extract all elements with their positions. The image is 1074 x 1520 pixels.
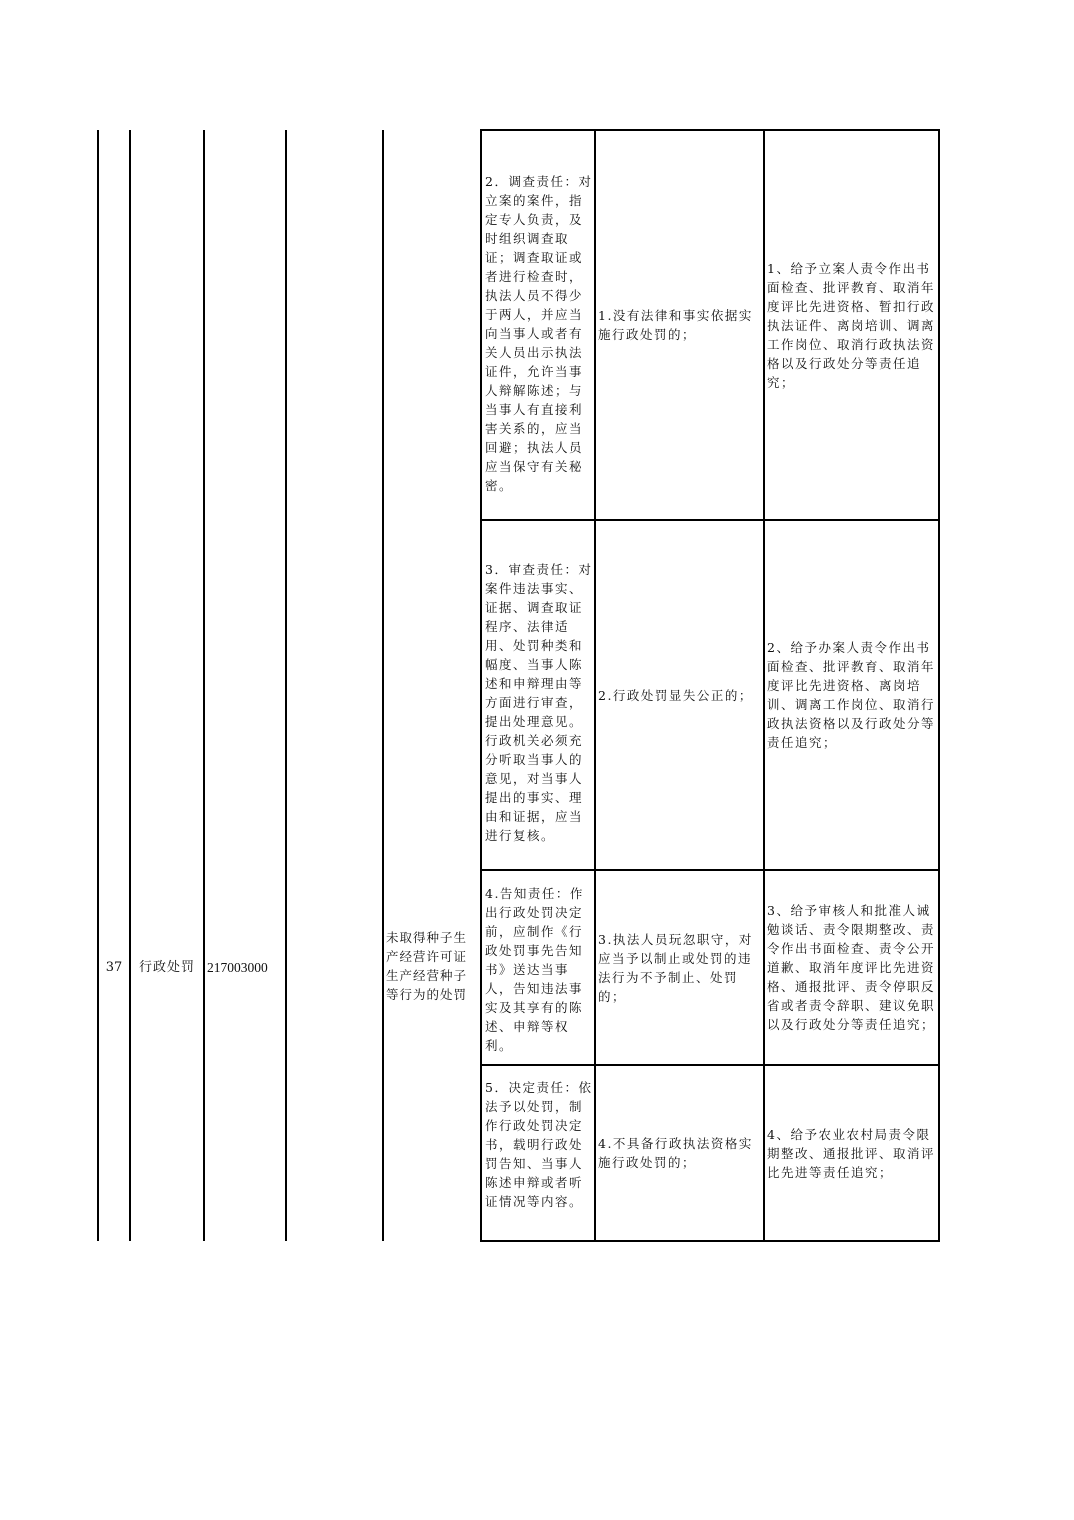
row-category: 行政处罚 (138, 960, 195, 975)
col-rule-7 (763, 130, 765, 1241)
violation-4: 4.不具备行政执法资格实施行政处罚的； (598, 1136, 753, 1170)
col-rule-6 (594, 130, 596, 1241)
col-rule-2 (129, 130, 131, 1241)
violation-1: 1.没有法律和事实依据实施行政处罚的； (598, 308, 753, 342)
col-rule-3 (203, 130, 205, 1241)
col-rule-1 (97, 130, 99, 1241)
violation-2: 2.行政处罚显失公正的； (598, 687, 753, 703)
accountability-2: 2、给予办案人责令作出书面检查、批评教育、取消年度评比先进资格、离岗培训、调离工作岗位、取消行政执法资格以及行政处分等责任追究； (767, 640, 936, 750)
accountability-3: 3、给予审核人和批准人诫勉谈话、责令限期整改、责令作出书面检查、责令公开道歉、取消年度评比先进资格、通报批评、责令停职反省或者责令辞职、建议免职以及行政处分等责任追究； (767, 903, 936, 1032)
responsibility-notification: 4.告知责任：作出行政处罚决定前，应制作《行政处罚事先告知书》送达当事人，告知违法事实及其享有的陈述、申辩等权利。 (485, 886, 584, 1053)
accountability-1: 1、给予立案人责令作出书面检查、批评教育、取消年度评比先进资格、暂扣行政执法证件、离岗培训、调离工作岗位、取消行政执法资格以及行政处分等责任追究； (767, 260, 936, 390)
row-item-name: 未取得种子生产经营许可证生产经营种子等行为的处罚 (386, 930, 468, 1002)
row-index: 37 (105, 960, 123, 975)
col-rule-4 (285, 130, 287, 1241)
violation-3: 3.执法人员玩忽职守，对应当予以制止或处罚的违法行为不予制止、处罚的； (598, 931, 753, 1004)
col-rule-5 (382, 130, 384, 1241)
responsibility-review: 3．审查责任：对案件违法事实、证据、调查取证程序、法律适用、处罚种类和幅度、当事人陈述和申辩理由等方面进行审查，提出处理意见。行政机关必须充分听取当事人的意见，对当事人提出的事实、理由和证据，应当进行复核。 (485, 562, 593, 843)
responsibility-decision: 5．决定责任：依法予以处罚，制作行政处罚决定书，载明行政处罚告知、当事人陈述申辩或者听证情况等内容。 (485, 1080, 593, 1209)
accountability-4: 4、给予农业农村局责令限期整改、通报批评、取消评比先进等责任追究； (767, 1126, 936, 1180)
row-code: 217003000 (207, 960, 268, 975)
responsibility-investigation: 2．调查责任：对立案的案件，指定专人负责，及时组织调查取证；调查取证或者进行检查时，执法人员不得少于两人，并应当向当事人或者有关人员出示执法证件，允许当事人辩解陈述；与当事人有直接利害关系的，应当回避；执法人员应当保守有关秘密。 (485, 174, 593, 493)
